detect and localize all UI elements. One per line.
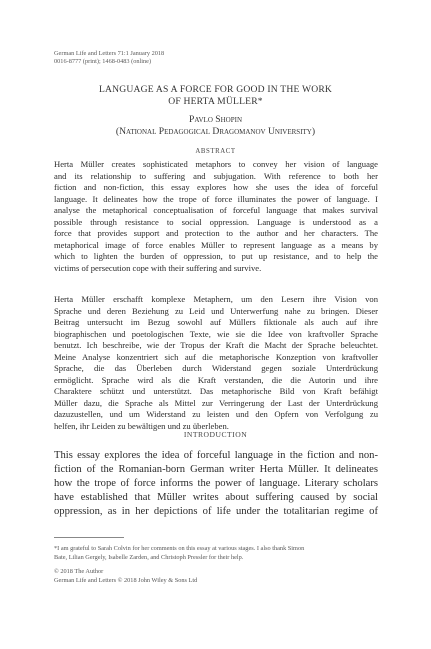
article-title-line-1: LANGUAGE AS A FORCE FOR GOOD IN THE WORK xyxy=(98,84,333,95)
german-abstract-line: Meine Analyse konzentriert sich auf die metaphorische Konzeption von kraftvoller xyxy=(54,351,378,362)
author-affiliation: (National Pedagogical Dragomanov University) xyxy=(115,125,316,137)
body-line: oppression, as in her depictions of life under the totalitarian regime of xyxy=(54,506,378,517)
journal-issn: 0016-8777 (print); 1468-0483 (online) xyxy=(54,58,152,65)
section-heading-introduction: INTRODUCTION xyxy=(183,430,248,439)
journal-citation: German Life and Letters 71:1 January 2018 xyxy=(54,50,165,57)
german-abstract-line: Herta Müller erschafft komplexe Metaphern, um den Lesern ihre Vision von xyxy=(54,294,378,304)
german-abstract-line: helfen, ihr Leiden zu bewältigen und zu überleben. xyxy=(54,420,229,431)
body-line: have established that Müller writes about suffering caused by social xyxy=(54,492,378,503)
abstract-line: force that provides support and protection to the author and her characters. The xyxy=(54,228,378,238)
copyright-publisher: German Life and Letters © 2018 John Wiley & Sons Ltd xyxy=(54,576,198,584)
abstract-line: metaphorical image of force enables Müller to represent language as a means by xyxy=(54,239,378,250)
body-line: how the trope of force informs the power of language. Literary scholars xyxy=(54,478,378,489)
german-abstract-line: Sprache, die das Überleben durch Widerstand gegen soziale Unterdrückung xyxy=(54,363,378,373)
abstract-line: possible through resistance to social oppression. Language is understood as a xyxy=(54,216,378,227)
german-abstract-line: biographischen und poetologischen Texte, wie sie die Idee von kraftvoller Sprache xyxy=(54,328,378,339)
introduction-body xyxy=(54,449,378,519)
german-abstract-line: benutzt. Ich beschreibe, wie der Tropus der Kraft die Macht der Sprache beleuchtet. xyxy=(54,340,378,350)
german-abstract-line: Müller dazu, die Sprache als Mittel zur Verringerung der Last der Unterdrückung xyxy=(54,397,378,408)
abstract-heading: ABSTRACT xyxy=(195,148,236,155)
copyright-author: © 2018 The Author xyxy=(54,568,104,575)
german-abstract-line: Charaktere schützt und unterstützt. Das metaphorische Bild von Kraft befähigt xyxy=(54,386,378,396)
english-abstract xyxy=(54,159,378,274)
german-abstract-line: ermöglicht. Sprache wird als die Kraft verstanden, die die Autorin und ihre xyxy=(54,374,378,385)
author-name: Pavlo Shopin xyxy=(189,114,242,125)
abstract-line: victims of persecution cope with their suffering and survive. xyxy=(54,262,262,273)
footnote-acknowledgement: *I am grateful to Sarah Colvin for her comments on this essay at various stages. I also thank Simon xyxy=(54,545,305,552)
article-title-line-2: OF HERTA MÜLLER* xyxy=(168,95,263,107)
abstract-line: language. It delineates how the trope of force illuminates the power of language. I xyxy=(54,193,378,204)
footnote-acknowledgement-cont: Bate, Lilian Gergely, Isabelle Zarden, and Christoph Pressler for their help. xyxy=(54,553,244,561)
abstract-line: Herta Müller creates sophisticated metaphors to convey her vision of language xyxy=(54,159,378,169)
german-abstract-line: Sprache und deren Beziehung zu Leid und Unterwerfung nahe zu bringen. Dieser xyxy=(54,305,378,316)
abstract-line: which to lighten the burden of oppression, to put up resistance, and to help the xyxy=(54,251,378,261)
german-abstract-line: Beitrag untersucht im Bezug sowohl auf Müllers fiktionale als auch auf ihre xyxy=(54,317,378,327)
body-line: This essay explores the idea of forceful language in the fiction and non- xyxy=(54,450,378,461)
footnote-divider xyxy=(54,537,124,538)
abstract-line: analyse the metaphorical conceptualisation of forceful language that makes survival xyxy=(54,205,378,215)
body-line: fiction of the Romanian-born German writer Herta Müller. It delineates xyxy=(54,464,378,475)
german-abstract xyxy=(54,294,378,432)
german-abstract-line: dazuzustellen, und um Widerstand zu leisten und den Opfern von Verfolgung zu xyxy=(54,409,378,419)
abstract-line: and its relationship to suffering and subjugation. With reference to both her xyxy=(54,170,378,181)
abstract-line: fiction and non-fiction, this essay explores how she uses the idea of forceful xyxy=(54,182,378,192)
